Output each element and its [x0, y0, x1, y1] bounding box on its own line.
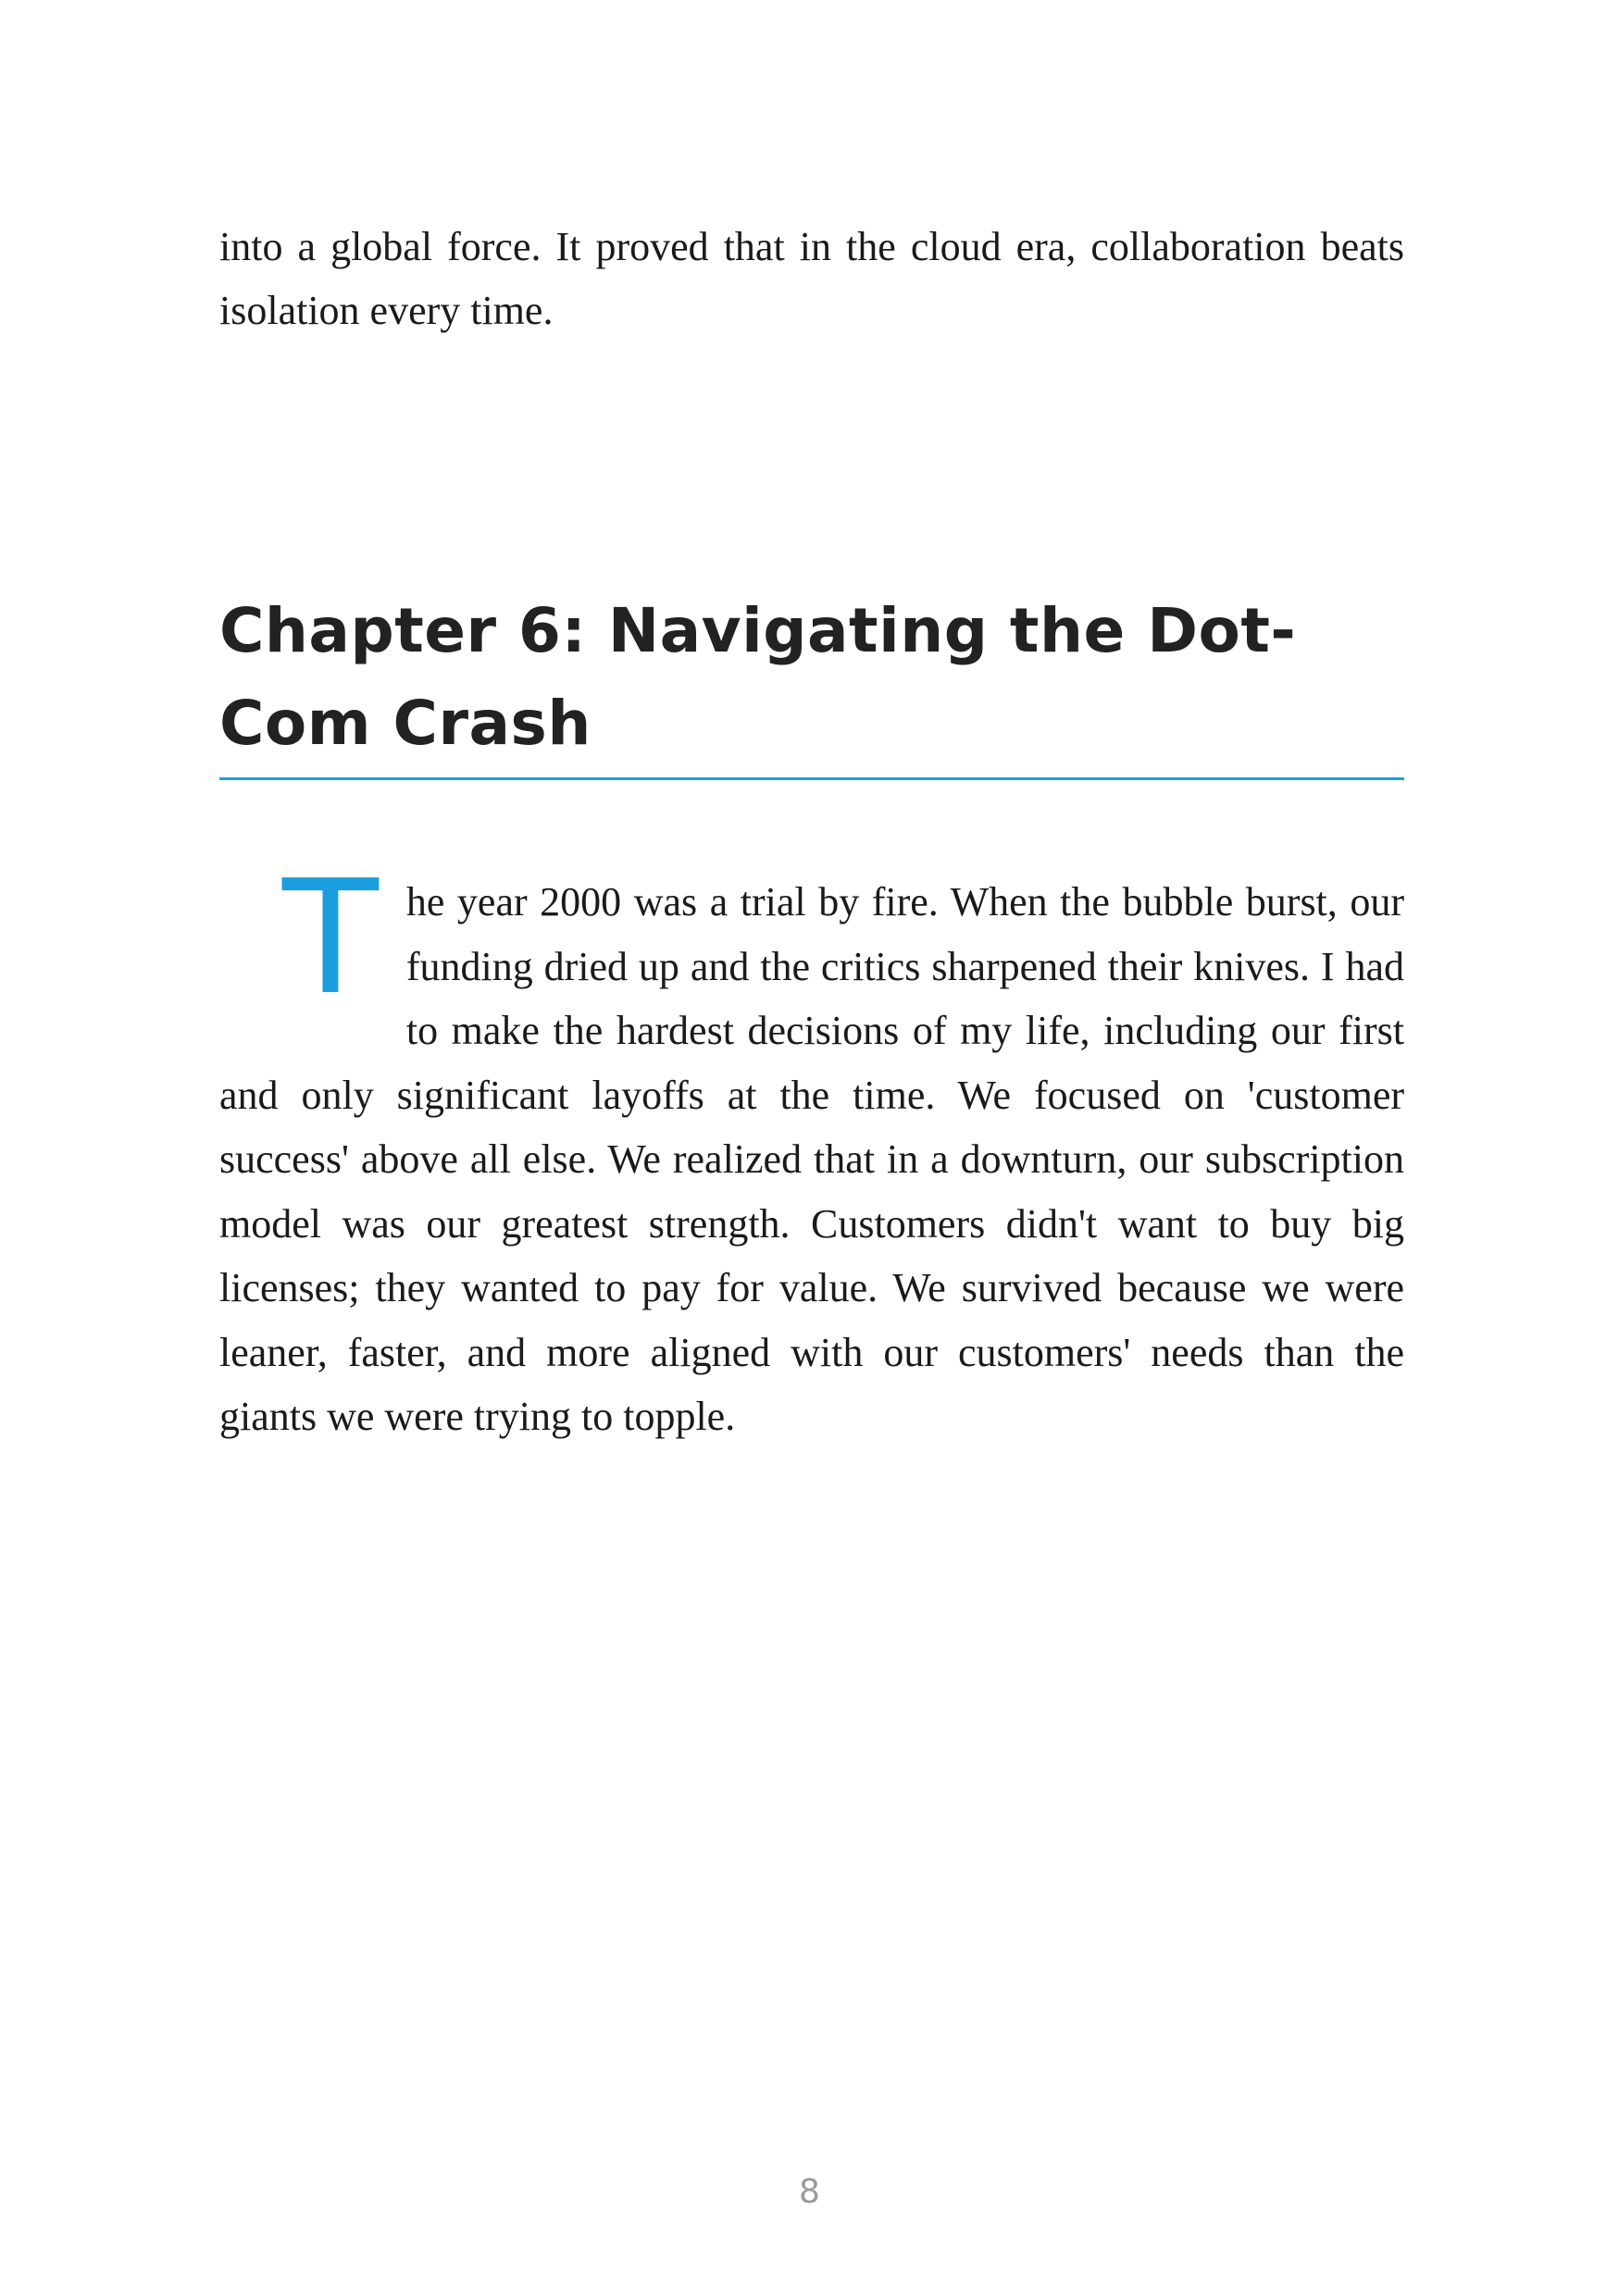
page-number: 8	[799, 2173, 820, 2211]
chapter-body-text: he year 2000 was a trial by fire. When the bubble burst, our funding dried up and the critics sharpened their knives. I had to make the hardest decisions of my life, including our first and only significant layoffs at the time. We focused on 'customer success' above all else. We realized that in a downturn, our subscription model was our greatest strength. Customers didn't want to buy big licenses; they wanted to pay for value. We survived because we were leaner, faster, and more aligned with our customers' needs than the giants we were trying to topple.	[219, 879, 1404, 1439]
chapter-title: Chapter 6: Navigating the Dot-Com Crash	[219, 595, 1297, 759]
chapter-body-paragraph	[219, 847, 1404, 1449]
carryover-paragraph: into a global force. It proved that in the cloud era, collaboration beats isolation every time.	[219, 224, 1404, 333]
drop-cap-letter: T	[282, 847, 379, 1030]
heading-divider	[219, 777, 1404, 780]
